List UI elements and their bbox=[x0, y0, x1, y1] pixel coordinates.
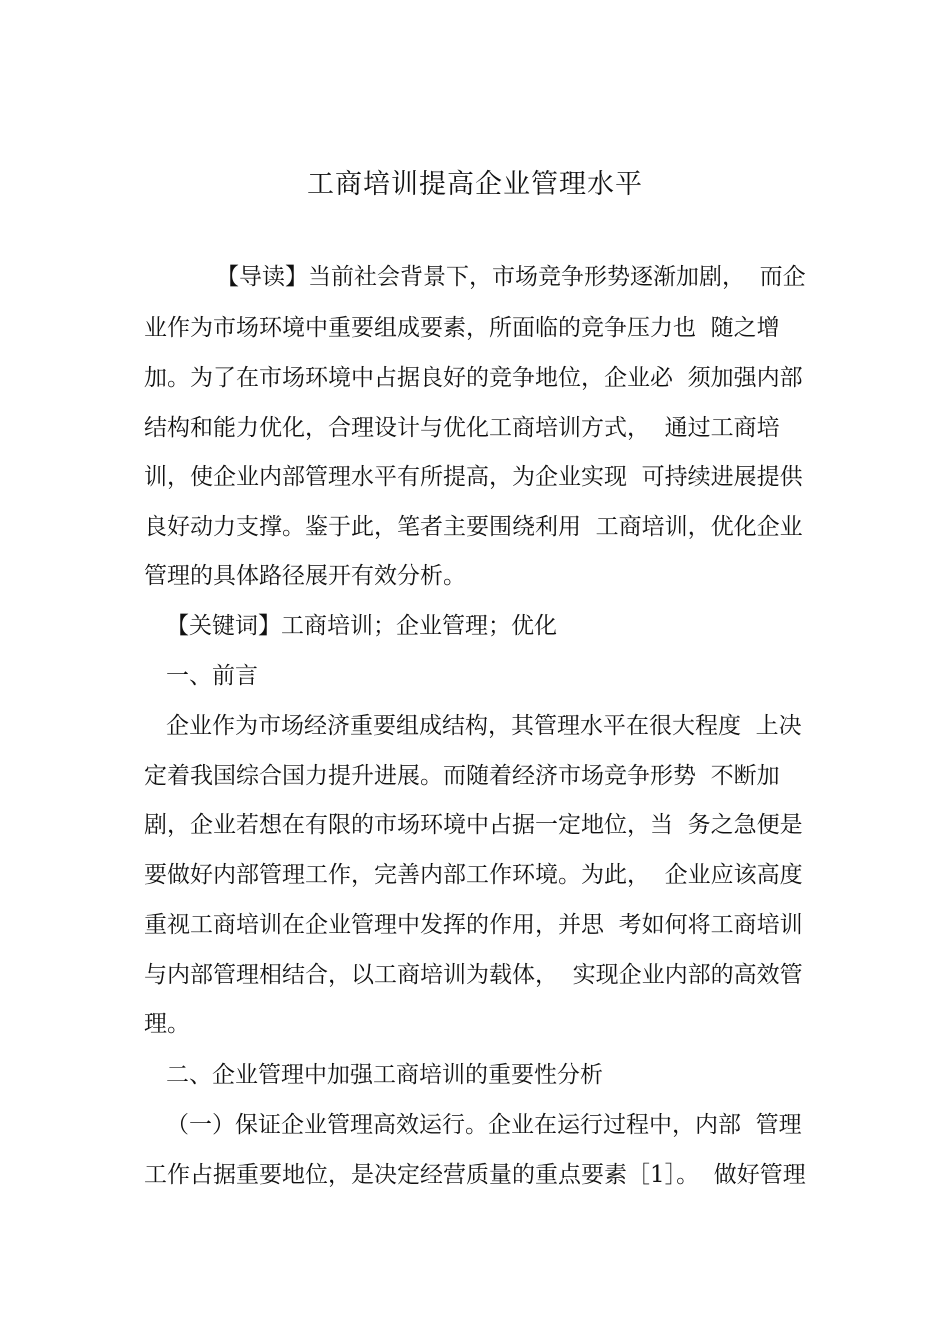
section-heading-1: 一、前言 bbox=[166, 663, 258, 689]
body-line-9: 工作占据重要地位，是决定经营质量的重点要素［1］。 做好管理 bbox=[144, 1162, 806, 1188]
intro-line-2: 业作为市场环境中重要组成要素，所面临的竞争压力也 随之增 bbox=[144, 315, 780, 341]
intro-line-4: 结构和能力优化，合理设计与优化工商培训方式， 通过工商培 bbox=[144, 415, 780, 441]
intro-line-3: 加。为了在市场环境中占据良好的竞争地位，企业必 须加强内部 bbox=[144, 365, 803, 391]
body-line-4: 要做好内部管理工作，完善内部工作环境。为此， 企业应该高度 bbox=[144, 862, 803, 888]
body-line-2: 定着我国综合国力提升进展。而随着经济市场竞争形势 不断加 bbox=[144, 763, 780, 789]
body-line-1: 企业作为市场经济重要组成结构，其管理水平在很大程度 上决 bbox=[166, 713, 802, 739]
body-line-7: 理。 bbox=[144, 1011, 190, 1037]
document-title: 工商培训提高企业管理水平 bbox=[307, 169, 643, 200]
intro-line-1: 【导读】当前社会背景下，市场竞争形势逐渐加剧， 而企 bbox=[216, 264, 806, 290]
body-line-5: 重视工商培训在企业管理中发挥的作用，并思 考如何将工商培训 bbox=[144, 912, 803, 938]
intro-line-6: 良好动力支撑。鉴于此，笔者主要围绕利用 工商培训，优化企业 bbox=[144, 514, 803, 540]
body-line-8: （一）保证企业管理高效运行。企业在运行过程中，内部 管理 bbox=[166, 1112, 802, 1138]
section-heading-2: 二、企业管理中加强工商培训的重要性分析 bbox=[166, 1062, 603, 1088]
intro-line-5: 训，使企业内部管理水平有所提高，为企业实现 可持续进展提供 bbox=[144, 464, 803, 490]
keywords-line: 【关键词】工商培训；企业管理；优化 bbox=[166, 613, 557, 639]
body-line-3: 剧，企业若想在有限的市场环境中占据一定地位，当 务之急便是 bbox=[144, 812, 803, 838]
body-line-6: 与内部管理相结合，以工商培训为载体， 实现企业内部的高效管 bbox=[144, 962, 803, 988]
intro-line-7: 管理的具体路径展开有效分析。 bbox=[144, 563, 466, 589]
